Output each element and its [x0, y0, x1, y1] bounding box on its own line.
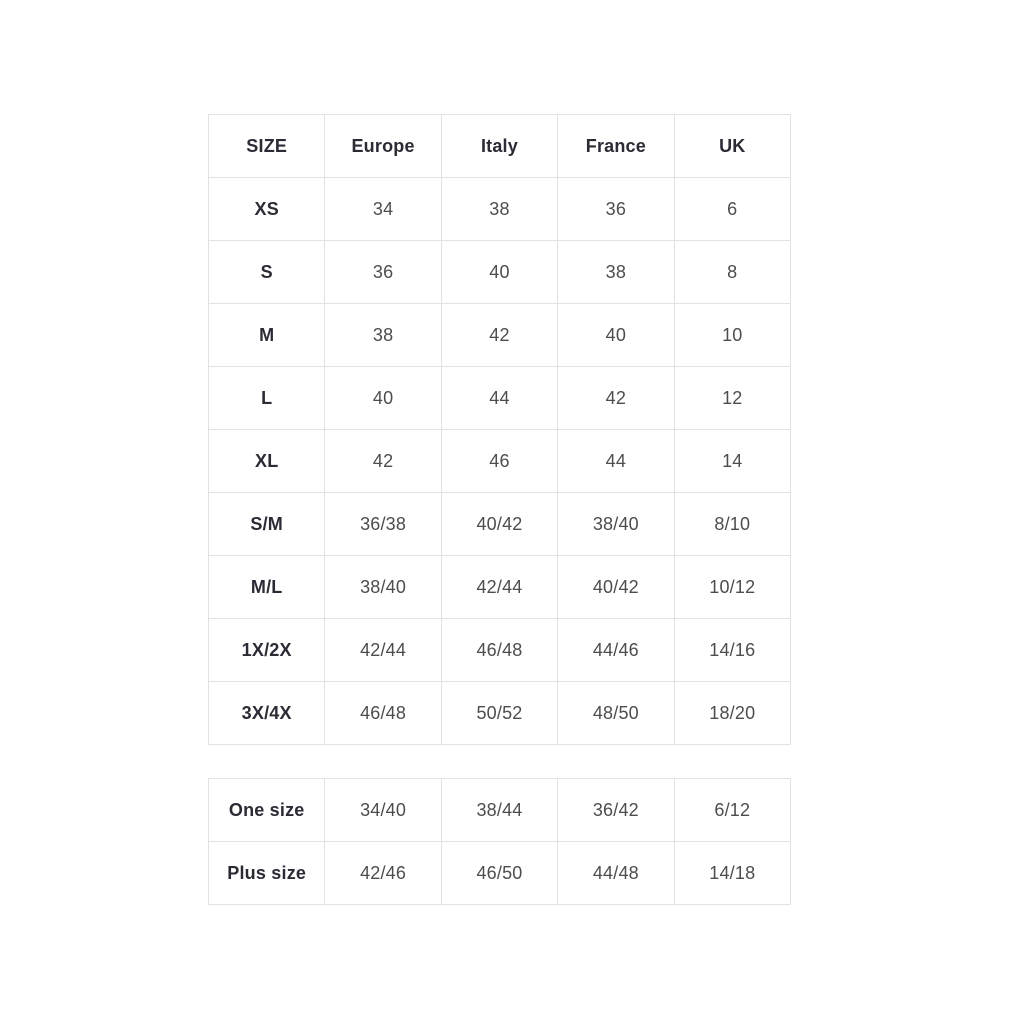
- value-cell: 14: [674, 430, 790, 493]
- value-cell: 38/40: [325, 556, 441, 619]
- value-cell: 46/48: [441, 619, 557, 682]
- table-row-xl: [209, 430, 791, 493]
- header-cell-europe: Europe: [325, 115, 441, 178]
- table-row-s-m: [209, 493, 791, 556]
- value-cell: 38: [441, 178, 557, 241]
- size-label-cell: XS: [209, 178, 325, 241]
- value-cell: 44/46: [558, 619, 674, 682]
- size-conversion-table: [208, 114, 791, 745]
- value-cell: 38/40: [558, 493, 674, 556]
- size-label-cell: 1X/2X: [209, 619, 325, 682]
- size-label-cell: S: [209, 241, 325, 304]
- table-row-m: [209, 304, 791, 367]
- value-cell: 14/18: [674, 842, 790, 905]
- value-cell: 18/20: [674, 682, 790, 745]
- value-cell: 46/50: [441, 842, 557, 905]
- header-cell-france: France: [558, 115, 674, 178]
- table-row-xs: [209, 178, 791, 241]
- value-cell: 42/46: [325, 842, 441, 905]
- table-row-plus-size: [209, 842, 791, 905]
- value-cell: 14/16: [674, 619, 790, 682]
- table-row-l: [209, 367, 791, 430]
- value-cell: 50/52: [441, 682, 557, 745]
- value-cell: 10: [674, 304, 790, 367]
- value-cell: 46: [441, 430, 557, 493]
- size-label-cell: M: [209, 304, 325, 367]
- value-cell: 40: [325, 367, 441, 430]
- size-label-cell: S/M: [209, 493, 325, 556]
- value-cell: 36/38: [325, 493, 441, 556]
- table-row-1x-2x: [209, 619, 791, 682]
- size-label-cell: XL: [209, 430, 325, 493]
- value-cell: 40/42: [441, 493, 557, 556]
- size-label-cell: L: [209, 367, 325, 430]
- table-row-3x-4x: [209, 682, 791, 745]
- header-cell-size: SIZE: [209, 115, 325, 178]
- header-row: [209, 115, 791, 178]
- value-cell: 46/48: [325, 682, 441, 745]
- value-cell: 8/10: [674, 493, 790, 556]
- table-row-s: [209, 241, 791, 304]
- value-cell: 12: [674, 367, 790, 430]
- size-label-cell: 3X/4X: [209, 682, 325, 745]
- special-sizes-table: [208, 778, 791, 905]
- size-label-cell: M/L: [209, 556, 325, 619]
- value-cell: 42/44: [441, 556, 557, 619]
- value-cell: 42/44: [325, 619, 441, 682]
- value-cell: 10/12: [674, 556, 790, 619]
- value-cell: 38/44: [441, 779, 557, 842]
- value-cell: 48/50: [558, 682, 674, 745]
- value-cell: 8: [674, 241, 790, 304]
- value-cell: 40/42: [558, 556, 674, 619]
- value-cell: 44: [558, 430, 674, 493]
- value-cell: 36: [558, 178, 674, 241]
- value-cell: 34/40: [325, 779, 441, 842]
- value-cell: 34: [325, 178, 441, 241]
- header-cell-italy: Italy: [441, 115, 557, 178]
- value-cell: 44/48: [558, 842, 674, 905]
- table-row-one-size: [209, 779, 791, 842]
- value-cell: 42: [558, 367, 674, 430]
- size-label-cell: Plus size: [209, 842, 325, 905]
- value-cell: 40: [441, 241, 557, 304]
- value-cell: 36: [325, 241, 441, 304]
- table-row-m-l: [209, 556, 791, 619]
- value-cell: 36/42: [558, 779, 674, 842]
- value-cell: 42: [325, 430, 441, 493]
- value-cell: 38: [558, 241, 674, 304]
- value-cell: 6: [674, 178, 790, 241]
- value-cell: 38: [325, 304, 441, 367]
- header-cell-uk: UK: [674, 115, 790, 178]
- size-label-cell: One size: [209, 779, 325, 842]
- value-cell: 42: [441, 304, 557, 367]
- value-cell: 44: [441, 367, 557, 430]
- value-cell: 40: [558, 304, 674, 367]
- value-cell: 6/12: [674, 779, 790, 842]
